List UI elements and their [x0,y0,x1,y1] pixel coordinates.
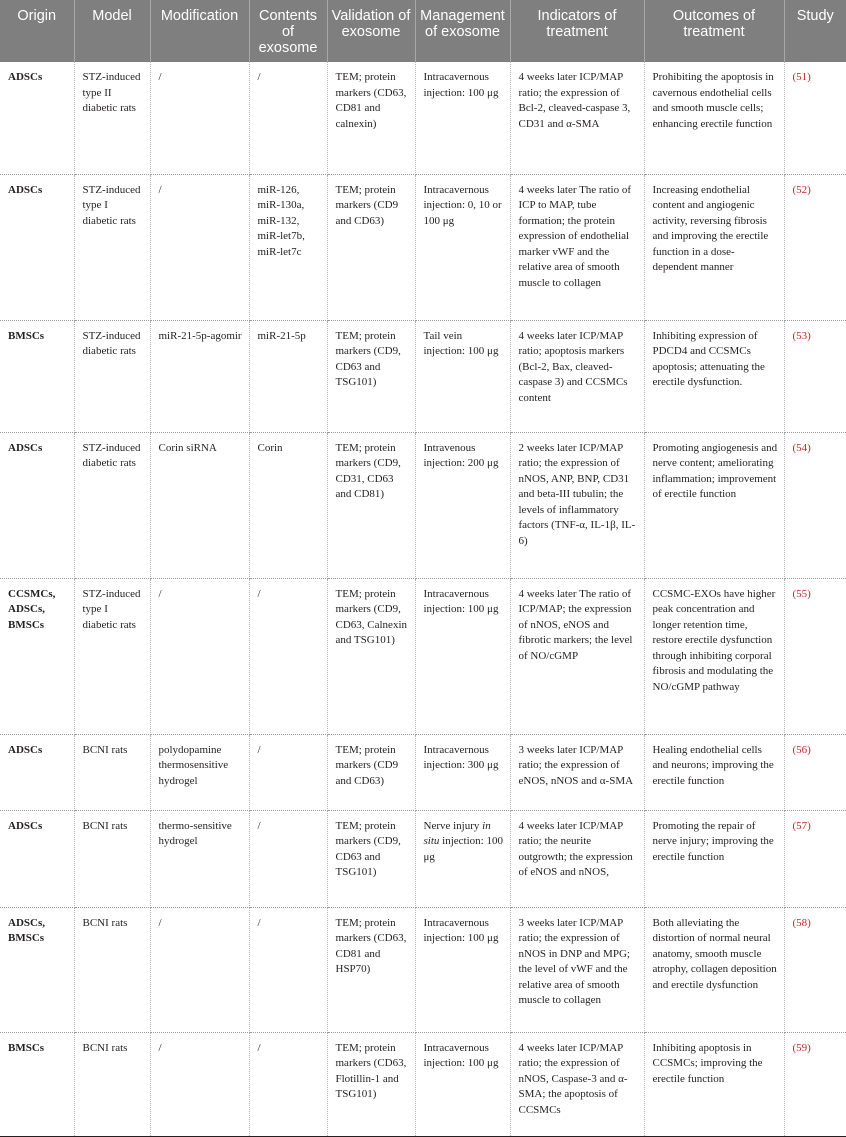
citation-link[interactable]: (59) [784,1032,846,1136]
cell-indicators: 2 weeks later ICP/MAP ratio; the expression of nNOS, ANP, BNP, CD31 and beta-III tubulin; the levels of inflammatory factors (TNF-α, IL-1β, IL-6) [510,432,644,578]
header-study: Study [784,0,846,62]
cell-indicators: 4 weeks later ICP/MAP ratio; the expression of Bcl-2, cleaved-caspase 3, CD31 and α-SMA [510,62,644,174]
cell-contents: / [249,578,327,734]
table-row [0,578,846,734]
header-origin: Origin [0,0,74,62]
cell-outcomes: Inhibiting apoptosis in CCSMCs; improving the erectile function [644,1032,784,1136]
table-row [0,810,846,907]
cell-validation: TEM; protein markers (CD9, CD63 and TSG101) [327,320,415,432]
cell-management: Intracavernous injection: 0, 10 or 100 μg [415,174,510,320]
citation-link[interactable]: (55) [784,578,846,734]
cell-modification: miR-21-5p-agomir [150,320,249,432]
table-row [0,734,846,810]
cell-management: Intracavernous injection: 100 μg [415,578,510,734]
cell-origin: ADSCs, BMSCs [0,907,74,1032]
cell-validation: TEM; protein markers (CD63, CD81 and calnexin) [327,62,415,174]
cell-modification: Corin siRNA [150,432,249,578]
table-row [0,62,846,174]
cell-modification: / [150,1032,249,1136]
cell-contents: / [249,907,327,1032]
cell-modification: polydopamine thermosensitive hydrogel [150,734,249,810]
table-row [0,174,846,320]
cell-validation: TEM; protein markers (CD9, CD63 and TSG101) [327,810,415,907]
cell-origin: BMSCs [0,320,74,432]
cell-management: Intracavernous injection: 100 μg [415,907,510,1032]
cell-validation: TEM; protein markers (CD63, CD81 and HSP70) [327,907,415,1032]
cell-model: BCNI rats [74,1032,150,1136]
cell-outcomes: Promoting the repair of nerve injury; improving the erectile function [644,810,784,907]
cell-indicators: 4 weeks later ICP/MAP ratio; the expression of nNOS, Caspase-3 and α-SMA; the apoptosis of CCSMCs [510,1032,644,1136]
citation-link[interactable]: (53) [784,320,846,432]
table-row [0,907,846,1032]
cell-model: STZ-induced type I diabetic rats [74,578,150,734]
header-modification: Modification [150,0,249,62]
cell-modification: / [150,62,249,174]
cell-contents: Corin [249,432,327,578]
header-model: Model [74,0,150,62]
cell-model: STZ-induced type II diabetic rats [74,62,150,174]
cell-contents: miR-126, miR-130a, miR-132, miR-let7b, miR-let7c [249,174,327,320]
cell-model: BCNI rats [74,810,150,907]
citation-link[interactable]: (54) [784,432,846,578]
cell-validation: TEM; protein markers (CD9, CD31, CD63 and CD81) [327,432,415,578]
cell-origin: ADSCs [0,432,74,578]
cell-modification: / [150,907,249,1032]
cell-indicators: 4 weeks later ICP/MAP ratio; the neurite outgrowth; the expression of eNOS and nNOS, [510,810,644,907]
cell-management: Intracavernous injection: 300 μg [415,734,510,810]
management-italic-text: in situ [423,819,491,847]
header-validation: Validation of exosome [327,0,415,62]
cell-modification: / [150,578,249,734]
cell-outcomes: Inhibiting expression of PDCD4 and CCSMCs apoptosis; attenuating the erectile dysfunction. [644,320,784,432]
table-row [0,432,846,578]
cell-contents: / [249,1032,327,1136]
cell-contents: / [249,810,327,907]
cell-management: Intracavernous injection: 100 μg [415,62,510,174]
cell-indicators: 3 weeks later ICP/MAP ratio; the expression of nNOS in DNP and MPG; the level of vWF and the relative area of smooth muscle to collagen [510,907,644,1032]
cell-indicators: 4 weeks later ICP/MAP ratio; apoptosis markers (Bcl-2, Bax, cleaved-caspase 3) and CCSMCs content [510,320,644,432]
cell-validation: TEM; protein markers (CD63, Flotillin-1 and TSG101) [327,1032,415,1136]
cell-management: Intracavernous injection: 100 μg [415,1032,510,1136]
table-header [0,0,846,62]
cell-management: Tail vein injection: 100 μg [415,320,510,432]
cell-validation: TEM; protein markers (CD9 and CD63) [327,174,415,320]
cell-contents: / [249,734,327,810]
header-indicators: Indicators of treatment [510,0,644,62]
table-row [0,1032,846,1136]
cell-contents: miR-21-5p [249,320,327,432]
cell-model: BCNI rats [74,907,150,1032]
management-text: Nerve injury [423,819,483,832]
cell-origin: ADSCs [0,734,74,810]
cell-validation: TEM; protein markers (CD9, CD63, Calnexin and TSG101) [327,578,415,734]
header-management: Management of exosome [415,0,510,62]
citation-link[interactable]: (56) [784,734,846,810]
cell-outcomes: Increasing endothelial content and angiogenic activity, reversing fibrosis and improving the erectile function in a dose-dependent manner [644,174,784,320]
cell-model: STZ-induced diabetic rats [74,320,150,432]
header-outcomes: Outcomes of treatment [644,0,784,62]
cell-model: STZ-induced diabetic rats [74,432,150,578]
cell-modification: / [150,174,249,320]
cell-outcomes: Healing endothelial cells and neurons; improving the erectile function [644,734,784,810]
cell-indicators: 4 weeks later The ratio of ICP/MAP; the expression of nNOS, eNOS and fibrotic markers; the level of NO/cGMP [510,578,644,734]
citation-link[interactable]: (51) [784,62,846,174]
citation-link[interactable]: (57) [784,810,846,907]
cell-indicators: 3 weeks later ICP/MAP ratio; the expression of eNOS, nNOS and α-SMA [510,734,644,810]
header-row [0,0,846,62]
cell-model: BCNI rats [74,734,150,810]
header-contents: Contents of exosome [249,0,327,62]
citation-link[interactable]: (52) [784,174,846,320]
cell-management: Intravenous injection: 200 μg [415,432,510,578]
table-body [0,62,846,1136]
cell-outcomes: Promoting angiogenesis and nerve content; ameliorating inflammation; improvement of erectile function [644,432,784,578]
cell-management [415,810,510,907]
table-row [0,320,846,432]
cell-origin: ADSCs [0,174,74,320]
cell-modification: thermo-sensitive hydrogel [150,810,249,907]
cell-outcomes: Both alleviating the distortion of normal neural anatomy, smooth muscle atrophy, collagen deposition and erectile dysfunction [644,907,784,1032]
cell-contents: / [249,62,327,174]
citation-link[interactable]: (58) [784,907,846,1032]
cell-outcomes: CCSMC-EXOs have higher peak concentration and longer retention time, restore erectile dysfunction through inhibiting corporal fibrosis and modulating the NO/cGMP pathway [644,578,784,734]
cell-origin: CCSMCs, ADSCs, BMSCs [0,578,74,734]
cell-model: STZ-induced type I diabetic rats [74,174,150,320]
cell-origin: BMSCs [0,1032,74,1136]
management-text: injection: 100 μg [423,835,503,863]
cell-validation: TEM; protein markers (CD9 and CD63) [327,734,415,810]
cell-indicators: 4 weeks later The ratio of ICP to MAP, tube formation; the protein expression of endothelial marker vWF and the relative area of smooth muscle to collagen [510,174,644,320]
cell-origin: ADSCs [0,62,74,174]
cell-origin: ADSCs [0,810,74,907]
cell-outcomes: Prohibiting the apoptosis in cavernous endothelial cells and smooth muscle cells; enhancing erectile function [644,62,784,174]
